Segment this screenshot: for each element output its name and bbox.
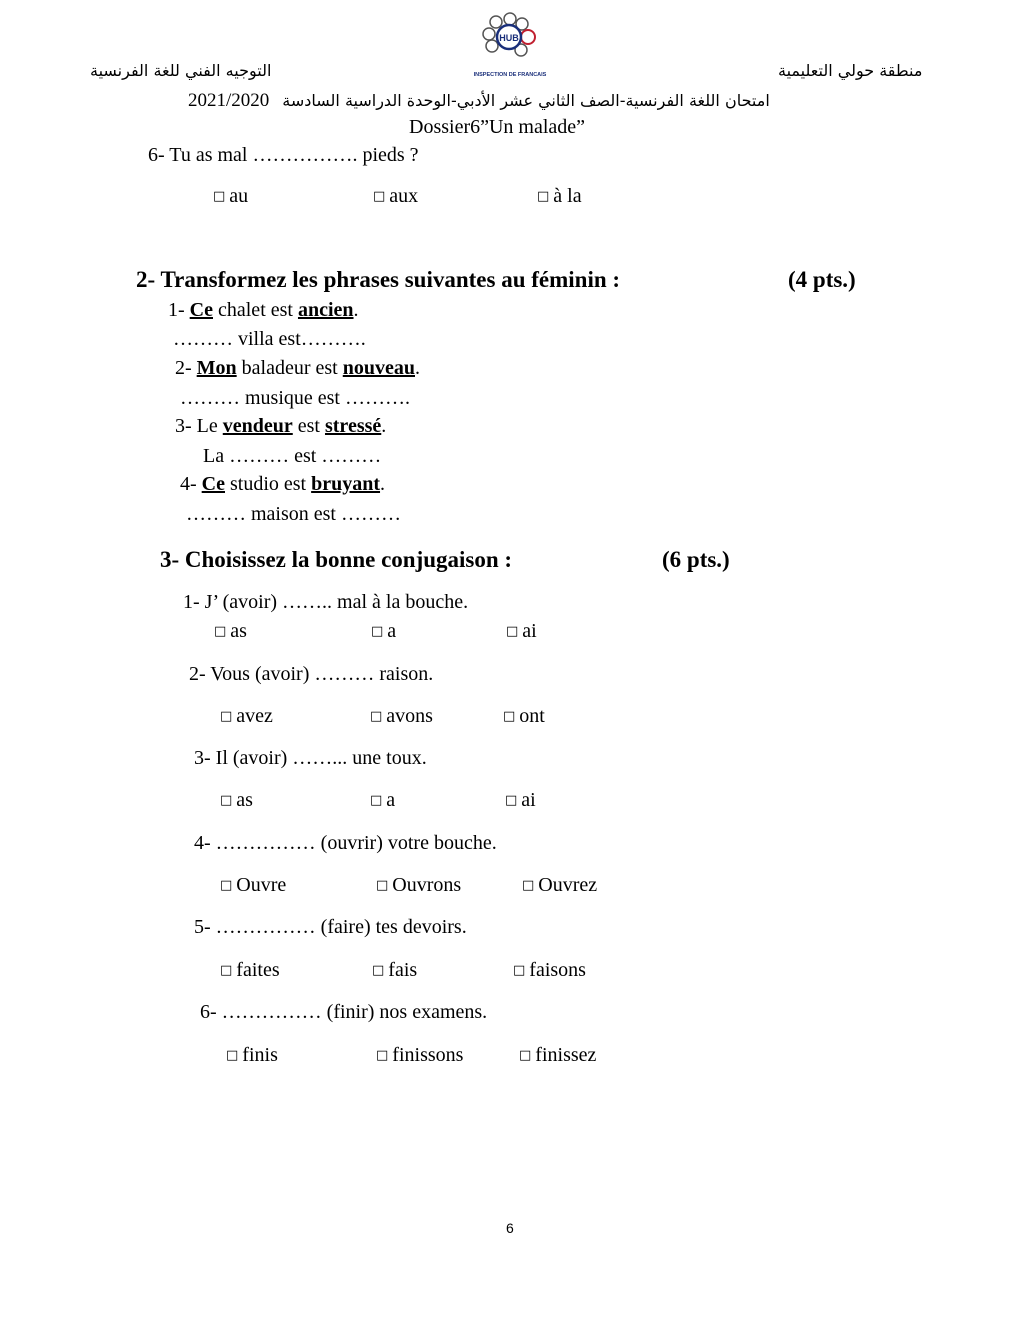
s3-option-label: as (230, 620, 247, 642)
checkbox-icon: □ (513, 963, 526, 978)
dossier-title: Dossier6”Un malade” (409, 116, 586, 138)
s3-option-label: Ouvrons (392, 874, 462, 896)
s3-option-label: avez (236, 705, 273, 727)
s3-option[interactable] (370, 706, 433, 726)
section2-points: (4 pts.) (788, 267, 856, 292)
s2-num: 2- (175, 357, 192, 379)
checkbox-icon: □ (522, 878, 535, 893)
s3-option-label: ai (521, 789, 536, 811)
s2-marked-word: vendeur (222, 415, 293, 437)
s2-end: . (380, 473, 386, 495)
logo-circle (486, 40, 498, 52)
s3-option-label: finissons (392, 1044, 464, 1066)
logo-circle (483, 28, 495, 40)
s3-option-label: as (236, 789, 253, 811)
s3-stem: 5- …………… (faire) tes devoirs. (194, 916, 467, 938)
s3-option[interactable] (505, 790, 536, 810)
s2-answer-line[interactable]: ……… musique est ………. (180, 387, 410, 409)
s2-marked-word: Ce (201, 473, 225, 495)
header-subtitle-arabic: امتحان اللغة الفرنسية-الصف الثاني عشر الأدبي-الوحدة الدراسية السادسة (282, 91, 770, 110)
s3-option[interactable] (372, 960, 417, 980)
q1-stem: 6- Tu as mal ……………. pieds ? (148, 144, 419, 166)
checkbox-icon: □ (371, 624, 384, 639)
s2-sentence (175, 358, 420, 378)
q1-option[interactable] (537, 186, 582, 206)
section3-title: 3- Choisissez la bonne conjugaison : (160, 547, 513, 572)
inspection-logo (465, 10, 555, 82)
q1-option[interactable] (213, 186, 248, 206)
s2-answer-line[interactable]: ……… villa est………. (173, 328, 366, 350)
s3-option-label: fais (388, 959, 418, 981)
s3-option-label: faisons (529, 959, 586, 981)
checkbox-icon: □ (376, 878, 389, 893)
s3-option[interactable] (522, 875, 597, 895)
s3-option-label: a (387, 620, 397, 642)
s2-sentence (180, 474, 385, 494)
s3-option[interactable] (226, 1045, 278, 1065)
s2-text: baladeur est (241, 357, 338, 379)
section2-title: 2- Transformez les phrases suivantes au féminin : (136, 267, 621, 292)
s2-text: est (297, 415, 320, 437)
header-left-arabic: التوجيه الفني للغة الفرنسية (90, 61, 272, 80)
q1-option-label: aux (389, 185, 419, 207)
checkbox-icon: □ (220, 878, 233, 893)
s2-num: 1- (168, 299, 185, 321)
s3-option-label: a (386, 789, 396, 811)
s2-sentence (168, 300, 359, 320)
s2-answer-line[interactable]: La ……… est ……… (203, 445, 382, 467)
s3-option-label: finissez (535, 1044, 597, 1066)
s3-option[interactable] (214, 621, 247, 641)
s2-num: 4- (180, 473, 197, 495)
s2-marked-word: nouveau (342, 357, 415, 379)
s3-option-label: ai (522, 620, 537, 642)
s2-text: chalet est (218, 299, 293, 321)
checkbox-icon: □ (370, 709, 383, 724)
s2-end: . (415, 357, 420, 379)
checkbox-icon: □ (220, 793, 233, 808)
s3-option-label: ont (519, 705, 545, 727)
s3-option[interactable] (220, 875, 286, 895)
s3-option[interactable] (376, 875, 461, 895)
s3-stem: 2- Vous (avoir) ……… raison. (189, 663, 434, 685)
logo-caption: INSPECTION DE FRANCAIS (473, 72, 547, 78)
s3-option[interactable] (370, 790, 395, 810)
header-right-arabic: منطقة حولي التعليمية (778, 61, 923, 80)
checkbox-icon: □ (220, 709, 233, 724)
q1-option[interactable] (373, 186, 418, 206)
page-number: 6 (506, 1220, 514, 1236)
q1-option-label: au (229, 185, 249, 207)
checkbox-icon: □ (506, 624, 519, 639)
s2-text: studio est (230, 473, 307, 495)
s3-option-label: Ouvre (236, 874, 287, 896)
s3-option[interactable] (506, 621, 537, 641)
s3-stem: 1- J’ (avoir) …….. mal à la bouche. (183, 591, 469, 613)
checkbox-icon: □ (372, 963, 385, 978)
checkbox-icon: □ (373, 189, 386, 204)
s3-option[interactable] (519, 1045, 596, 1065)
s2-end: . (353, 299, 359, 321)
logo-hub-text: HUB (499, 33, 519, 43)
s2-num: 3- Le (175, 415, 218, 437)
s2-marked-word: Ce (189, 299, 213, 321)
logo-circle (490, 16, 502, 28)
s3-option[interactable] (503, 706, 545, 726)
checkbox-icon: □ (503, 709, 516, 724)
s3-option[interactable] (513, 960, 586, 980)
checkbox-icon: □ (226, 1048, 239, 1063)
section3-points: (6 pts.) (662, 547, 730, 572)
checkbox-icon: □ (370, 793, 383, 808)
s2-marked-word: ancien (297, 299, 354, 321)
s3-stem: 3- Il (avoir) ……... une toux. (194, 747, 427, 769)
s3-option-label: faites (236, 959, 280, 981)
s3-option[interactable] (371, 621, 396, 641)
s2-marked-word: Mon (196, 357, 237, 379)
s3-option[interactable] (220, 960, 280, 980)
checkbox-icon: □ (220, 963, 233, 978)
checkbox-icon: □ (505, 793, 518, 808)
s3-option[interactable] (220, 790, 253, 810)
s2-marked-word: bruyant (311, 473, 381, 495)
s3-option-label: Ouvrez (538, 874, 598, 896)
s3-stem: 4- …………… (ouvrir) votre bouche. (194, 832, 497, 854)
logo-circle (521, 30, 535, 44)
s2-sentence (175, 416, 386, 436)
s3-option-label: finis (242, 1044, 278, 1066)
s2-marked-word: stressé (324, 415, 382, 437)
checkbox-icon: □ (214, 624, 227, 639)
s3-stem: 6- …………… (finir) nos examens. (200, 1001, 488, 1023)
s3-option-label: avons (386, 705, 433, 727)
checkbox-icon: □ (537, 189, 550, 204)
header-year: 2021/2020 (188, 90, 270, 111)
logo-circle (504, 13, 516, 25)
q1-option-label: à la (553, 185, 582, 207)
s2-end: . (381, 415, 387, 437)
s3-option[interactable] (376, 1045, 463, 1065)
checkbox-icon: □ (376, 1048, 389, 1063)
header-subtitle-line (188, 90, 770, 110)
checkbox-icon: □ (213, 189, 226, 204)
s2-answer-line[interactable]: ……… maison est ……… (186, 503, 401, 525)
checkbox-icon: □ (519, 1048, 532, 1063)
s3-option[interactable] (220, 706, 273, 726)
